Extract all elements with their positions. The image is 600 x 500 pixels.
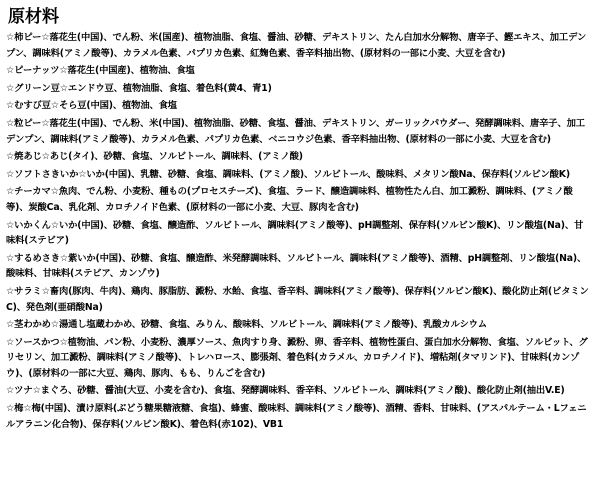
ingredient-entry-ume: ☆梅☆梅(中国)、漬け原料(ぶどう糖果糖液糖、食塩)、蜂蜜、酸味料、調味料(アミノ酸等)、酒精、香料、甘味料、(アスパルテーム・Lフェニルアラニン化合物)、保存料(ソルビン酸K)、着色料(赤102)、VB1 [6, 403, 587, 430]
ingredient-entry-wakame-stem: ☆茎わかめ☆湯通し塩蔵わかめ、砂糖、食塩、みりん、酸味料、ソルビトール、調味料(アミノ酸等)、乳酸カルシウム [6, 319, 487, 331]
ingredient-entry-cheese-kama: ☆チーカマ☆魚肉、でん粉、小麦粉、種もの(プロセスチーズ)、食塩、ラード、醸造調味料、植物性たん白、加工澱粉、調味料、(アミノ酸等)、炭酸Ca、乳化剤、カロチノイド色素、(原材料の一部に小麦、大豆、豚肉を含む) [6, 186, 573, 213]
ingredient-entry-salami: ☆サラミ☆畜肉(豚肉、牛肉)、鶏肉、豚脂肪、澱粉、水飴、食塩、香辛料、調味料(アミノ酸等)、保存料(ソルビン酸K)、酸化防止剤(ビタミンC)、発色剤(亜硝酸Na) [6, 285, 589, 313]
page-title: 原材料 [8, 7, 59, 27]
ingredient-entry-dried-squid: ☆するめさき☆紫いか(中国)、砂糖、食塩、醸造酢、米発酵調味料、ソルビトール、調味料(アミノ酸等)、酒精、pH調整剤、リン酸塩(Na)、酸味料、甘味料(ステビア、カンゾウ) [6, 252, 587, 280]
ingredient-entry-tsubu-pea: ☆粒ピー☆落花生(中国)、でん粉、米(中国)、植物油脂、砂糖、食塩、醤油、デキストリン、ガーリックパウダー、発酵調味料、唐辛子、加工デンプン、調味料(アミノ酸等)、カラメル色素、パプリカ色素、ベニコウジ色素、香辛料抽出物、(原材料の一部に小麦、大豆を含む) [6, 117, 585, 145]
ingredient-list [6, 30, 590, 432]
ingredient-entry-peanuts: ☆ピーナッツ☆落花生(中国産)、植物油、食塩 [6, 65, 195, 77]
ingredient-entry-musubi-beans: ☆むすび豆☆そら豆(中国)、植物油、食塩 [6, 100, 177, 112]
ingredient-entry-tuna: ☆ツナ☆まぐろ、砂糖、醤油(大豆、小麦を含む)、食塩、発酵調味料、香辛料、ソルビトール、調味料(アミノ酸)、酸化防止剤(抽出V.E) [6, 385, 565, 397]
ingredient-entry-green-peas: ☆グリーン豆☆エンドウ豆、植物油脂、食塩、着色料(黄4、青1) [6, 82, 272, 94]
ingredient-entry-grilled-aji: ☆焼あじ☆あじ(タイ)、砂糖、食塩、ソルビトール、調味料、(アミノ酸) [6, 151, 303, 163]
ingredient-entry-soft-squid: ☆ソフトさきいか☆いか(中国)、乳糖、砂糖、食塩、調味料、(アミノ酸)、ソルビトール、酸味料、メタリン酸Na、保存料(ソルビン酸K) [6, 168, 570, 180]
ingredient-entry-smoked-squid: ☆いかくん☆いか(中国)、砂糖、食塩、醸造酢、ソルビトール、調味料(アミノ酸等)、pH調整剤、保存料(ソルビン酸K)、リン酸塩(Na)、甘味料(ステビア) [6, 219, 584, 247]
ingredient-entry-kakipea: ☆柿ピー☆落花生(中国)、でん粉、米(国産)、植物油脂、食塩、醤油、砂糖、デキストリン、たん白加水分解物、唐辛子、鰹エキス、加工デンプン、調味料(アミノ酸等)、カラメル色素、パプリカ色素、紅麹色素、香辛料抽出物、(原材料の一部に小麦、大豆を含む) [6, 32, 587, 59]
ingredient-entry-sauce-katsu: ☆ソースかつ☆植物油、パン粉、小麦粉、濃厚ソース、魚肉すり身、澱粉、卵、香辛料、植物性蛋白、蛋白加水分解物、食塩、ソルビット、グリセリン、加工澱粉、調味料(アミノ酸等)、トレハロース、膨張剤、着色料(カラメル、カロチノイド)、増粘剤(タマリンド)、甘味料(カンゾウ)、(原材料の一部に大豆、鶏肉、豚肉、もも、りんごを含む) [6, 336, 588, 379]
